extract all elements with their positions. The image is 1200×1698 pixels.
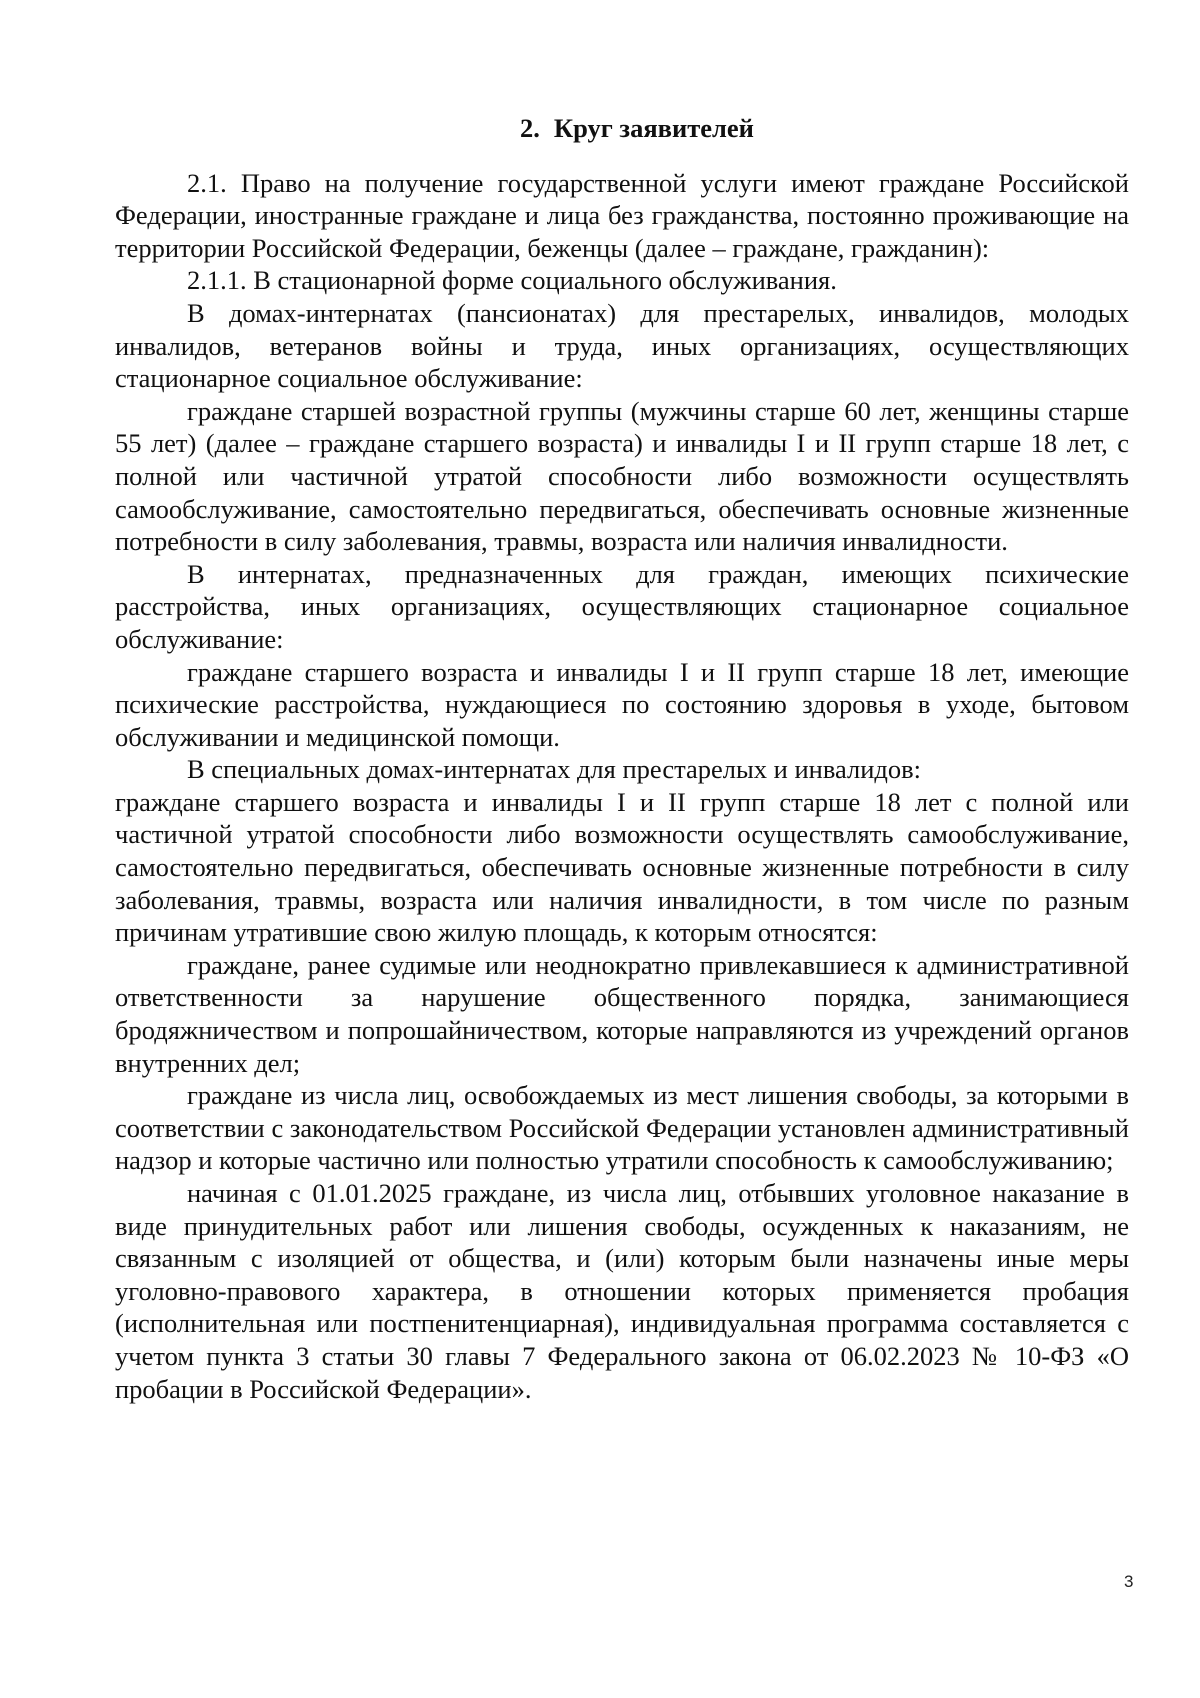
paragraph-psychiatric-citizens: граждане старшего возраста и инвалиды I и II групп старше 18 лет, имеющие психические расстройства, нуждающиеся по состоянию здоровья в уходе, бытовом обслуживании и медицинской помощи.	[115, 656, 1129, 752]
paragraph-psychiatric-intro: В интернатах, предназначенных для граждан, имеющих психические расстройства, иных организациях, осуществляющих стационарное социальное обслуживание:	[115, 558, 1129, 654]
paragraph-elderly-citizens: граждане старшей возрастной группы (мужчины старше 60 лет, женщины старше 55 лет) (далее – граждане старшего возраста) и инвалиды I и II групп старше 18 лет, с полной или частичной утратой способности либо возможности осуществлять самообслуживание, самостоятельно передвигаться, обеспечивать основные жизненные потребности в силу заболевания, травмы, возраста или наличия инвалидности.	[115, 395, 1129, 557]
paragraph-special-homes-citizens: граждане старшего возраста и инвалиды I и II групп старше 18 лет с полной или частичной утратой способности либо возможности осуществлять самообслуживание, самостоятельно передвигаться, обеспечивать основные жизненные потребности в силу заболевания, травмы, возраста или наличия инвалидности, в том числе по разным причинам утратившие свою жилую площадь, к которым относятся:	[115, 786, 1129, 948]
section-number: 2.	[520, 113, 540, 143]
paragraph-released-persons: граждане из числа лиц, освобождаемых из мест лишения свободы, за которыми в соответствии с законодательством Российской Федерации установлен административный надзор и которые частично или полностью утратили способность к самообслуживанию;	[115, 1080, 1129, 1176]
section-title: Круг заявителей	[553, 113, 754, 143]
section-heading	[115, 112, 1129, 145]
paragraph-probation: начиная с 01.01.2025 граждане, из числа лиц, отбывших уголовное наказание в виде принудительных работ или лишения свободы, осужденных к наказаниям, не связанным с изоляцией от общества, и (или) которым были назначены иные меры уголовно-правового характера, в отношении которых применяется пробация (исполнительная или постпенитенциарная), индивидуальная программа составляется с учетом пункта 3 статьи 30 главы 7 Федерального закона от 06.02.2023 № 10-ФЗ «О пробации в Российской Федерации».	[115, 1178, 1129, 1404]
page-number: 3	[1124, 1572, 1134, 1591]
paragraph-2-1: 2.1. Право на получение государственной услуги имеют граждане Российской Федерации, иностранные граждане и лица без гражданства, постоянно проживающие на территории Российской Федерации, беженцы (далее – граждане, гражданин):	[115, 167, 1129, 263]
paragraph-special-homes-intro: В специальных домах-интернатах для престарелых и инвалидов:	[187, 754, 922, 785]
document-body	[115, 112, 1129, 1405]
paragraph-homes-intro: В домах-интернатах (пансионатах) для престарелых, инвалидов, молодых инвалидов, ветеранов войны и труда, иных организациях, осуществляющих стационарное социальное обслуживание:	[115, 297, 1129, 394]
paragraph-2-1-1: 2.1.1. В стационарной форме социального обслуживания.	[187, 265, 837, 296]
paragraph-previously-convicted: граждане, ранее судимые или неоднократно привлекавшиеся к административной ответственности за нарушение общественного порядка, занимающиеся бродяжничеством и попрошайничеством, которые направляются из учреждений органов внутренних дел;	[115, 949, 1129, 1078]
